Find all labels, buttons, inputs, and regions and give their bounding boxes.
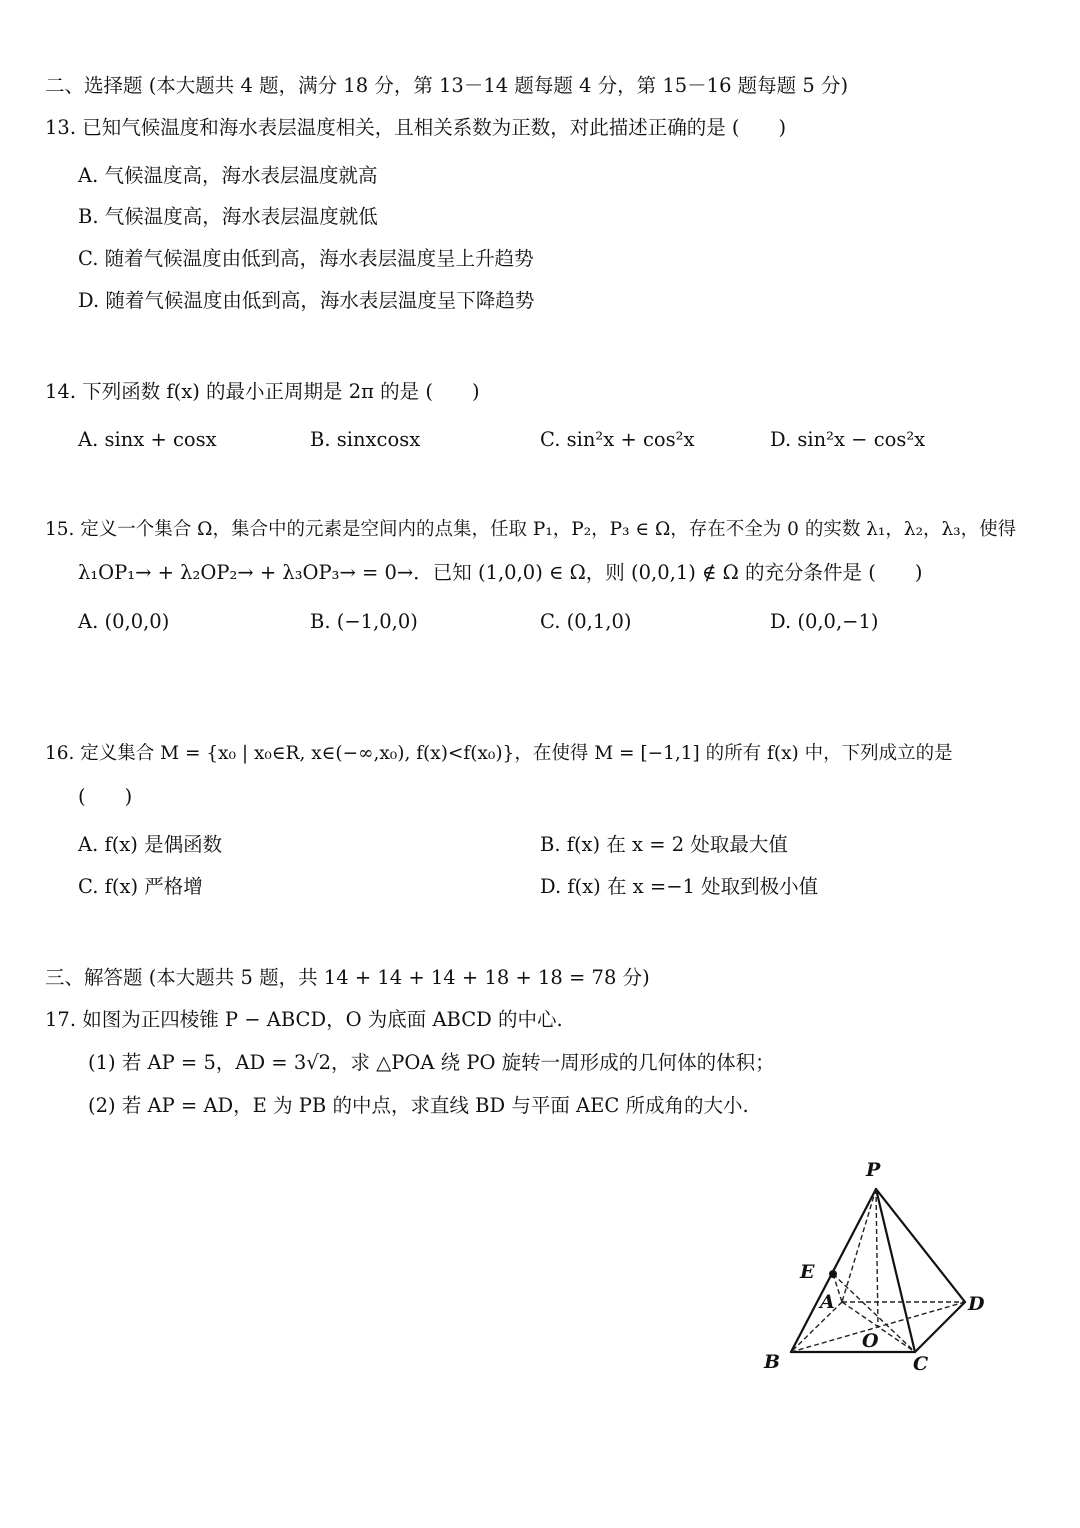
- q13-option-a: A. 气候温度高，海水表层温度就高: [78, 164, 378, 187]
- q15-option-b: B. (−1,0,0): [310, 610, 418, 633]
- q16-stem-line1: 16. 定义集合 M = {x₀ | x₀∈R, x∈(−∞,x₀), f(x)<f(x₀)}，在使得 M = [−1,1] 的所有 f(x) 中，下列成立的是: [45, 743, 953, 764]
- q14-option-c: C. sin²x + cos²x: [540, 428, 695, 451]
- q16-option-d: D. f(x) 在 x =−1 处取到极小值: [540, 875, 819, 898]
- q15-option-c: C. (0,1,0): [540, 610, 632, 633]
- q14-option-d: D. sin²x − cos²x: [770, 428, 926, 451]
- q14-option-a: A. sinx + cosx: [78, 428, 217, 451]
- q14-option-b: B. sinxcosx: [310, 428, 421, 451]
- q15-stem-line2: λ₁OP₁→ + λ₂OP₂→ + λ₃OP₃→ = 0→．已知 (1,0,0) ∈ Ω，则 (0,0,1) ∉ Ω 的充分条件是 ( ): [78, 561, 923, 584]
- q15-option-a: A. (0,0,0): [78, 610, 170, 633]
- q14-stem: 14. 下列函数 f(x) 的最小正周期是 2π 的是 ( ): [45, 380, 480, 403]
- label-b: B: [764, 1351, 781, 1373]
- label-a: A: [820, 1291, 835, 1313]
- point-e-dot: [829, 1270, 837, 1278]
- pyramid-figure: [755, 1150, 1015, 1380]
- label-o: O: [862, 1330, 879, 1352]
- label-e: E: [800, 1261, 815, 1283]
- q16-option-a: A. f(x) 是偶函数: [78, 833, 223, 856]
- q15-option-d: D. (0,0,−1): [770, 610, 879, 633]
- section2-heading: 二、选择题 (本大题共 4 题，满分 18 分，第 13－14 题每题 4 分，第 15－16 题每题 5 分): [45, 74, 849, 97]
- q13-option-b: B. 气候温度高，海水表层温度就低: [78, 205, 378, 228]
- label-p: P: [866, 1159, 881, 1181]
- q17-part1: (1) 若 AP = 5，AD = 3√2，求 △POA 绕 PO 旋转一周形成的几何体的体积；: [88, 1051, 775, 1074]
- label-c: C: [913, 1353, 929, 1375]
- q16-option-b: B. f(x) 在 x = 2 处取最大值: [540, 833, 788, 856]
- q17-part2: (2) 若 AP = AD，E 为 PB 的中点，求直线 BD 与平面 AEC 所成角的大小.: [88, 1094, 749, 1117]
- segment-po: [876, 1189, 878, 1327]
- q13-option-c: C. 随着气候温度由低到高，海水表层温度呈上升趋势: [78, 247, 534, 270]
- q13-option-d: D. 随着气候温度由低到高，海水表层温度呈下降趋势: [78, 289, 535, 312]
- q16-option-c: C. f(x) 严格增: [78, 875, 203, 898]
- section3-heading: 三、解答题 (本大题共 5 题，共 14 + 14 + 14 + 18 + 18 = 78 分): [45, 966, 650, 989]
- q15-stem-line1: 15. 定义一个集合 Ω，集合中的元素是空间内的点集，任取 P₁，P₂，P₃ ∈ Ω，存在不全为 0 的实数 λ₁，λ₂，λ₃，使得: [45, 519, 1017, 540]
- q13-stem: 13. 已知气候温度和海水表层温度相关，且相关系数为正数，对此描述正确的是 ( ): [45, 116, 787, 139]
- label-d: D: [968, 1293, 985, 1315]
- q16-stem-line2: ( ): [78, 785, 133, 808]
- q17-stem: 17. 如图为正四棱锥 P − ABCD，O 为底面 ABCD 的中心.: [45, 1008, 563, 1031]
